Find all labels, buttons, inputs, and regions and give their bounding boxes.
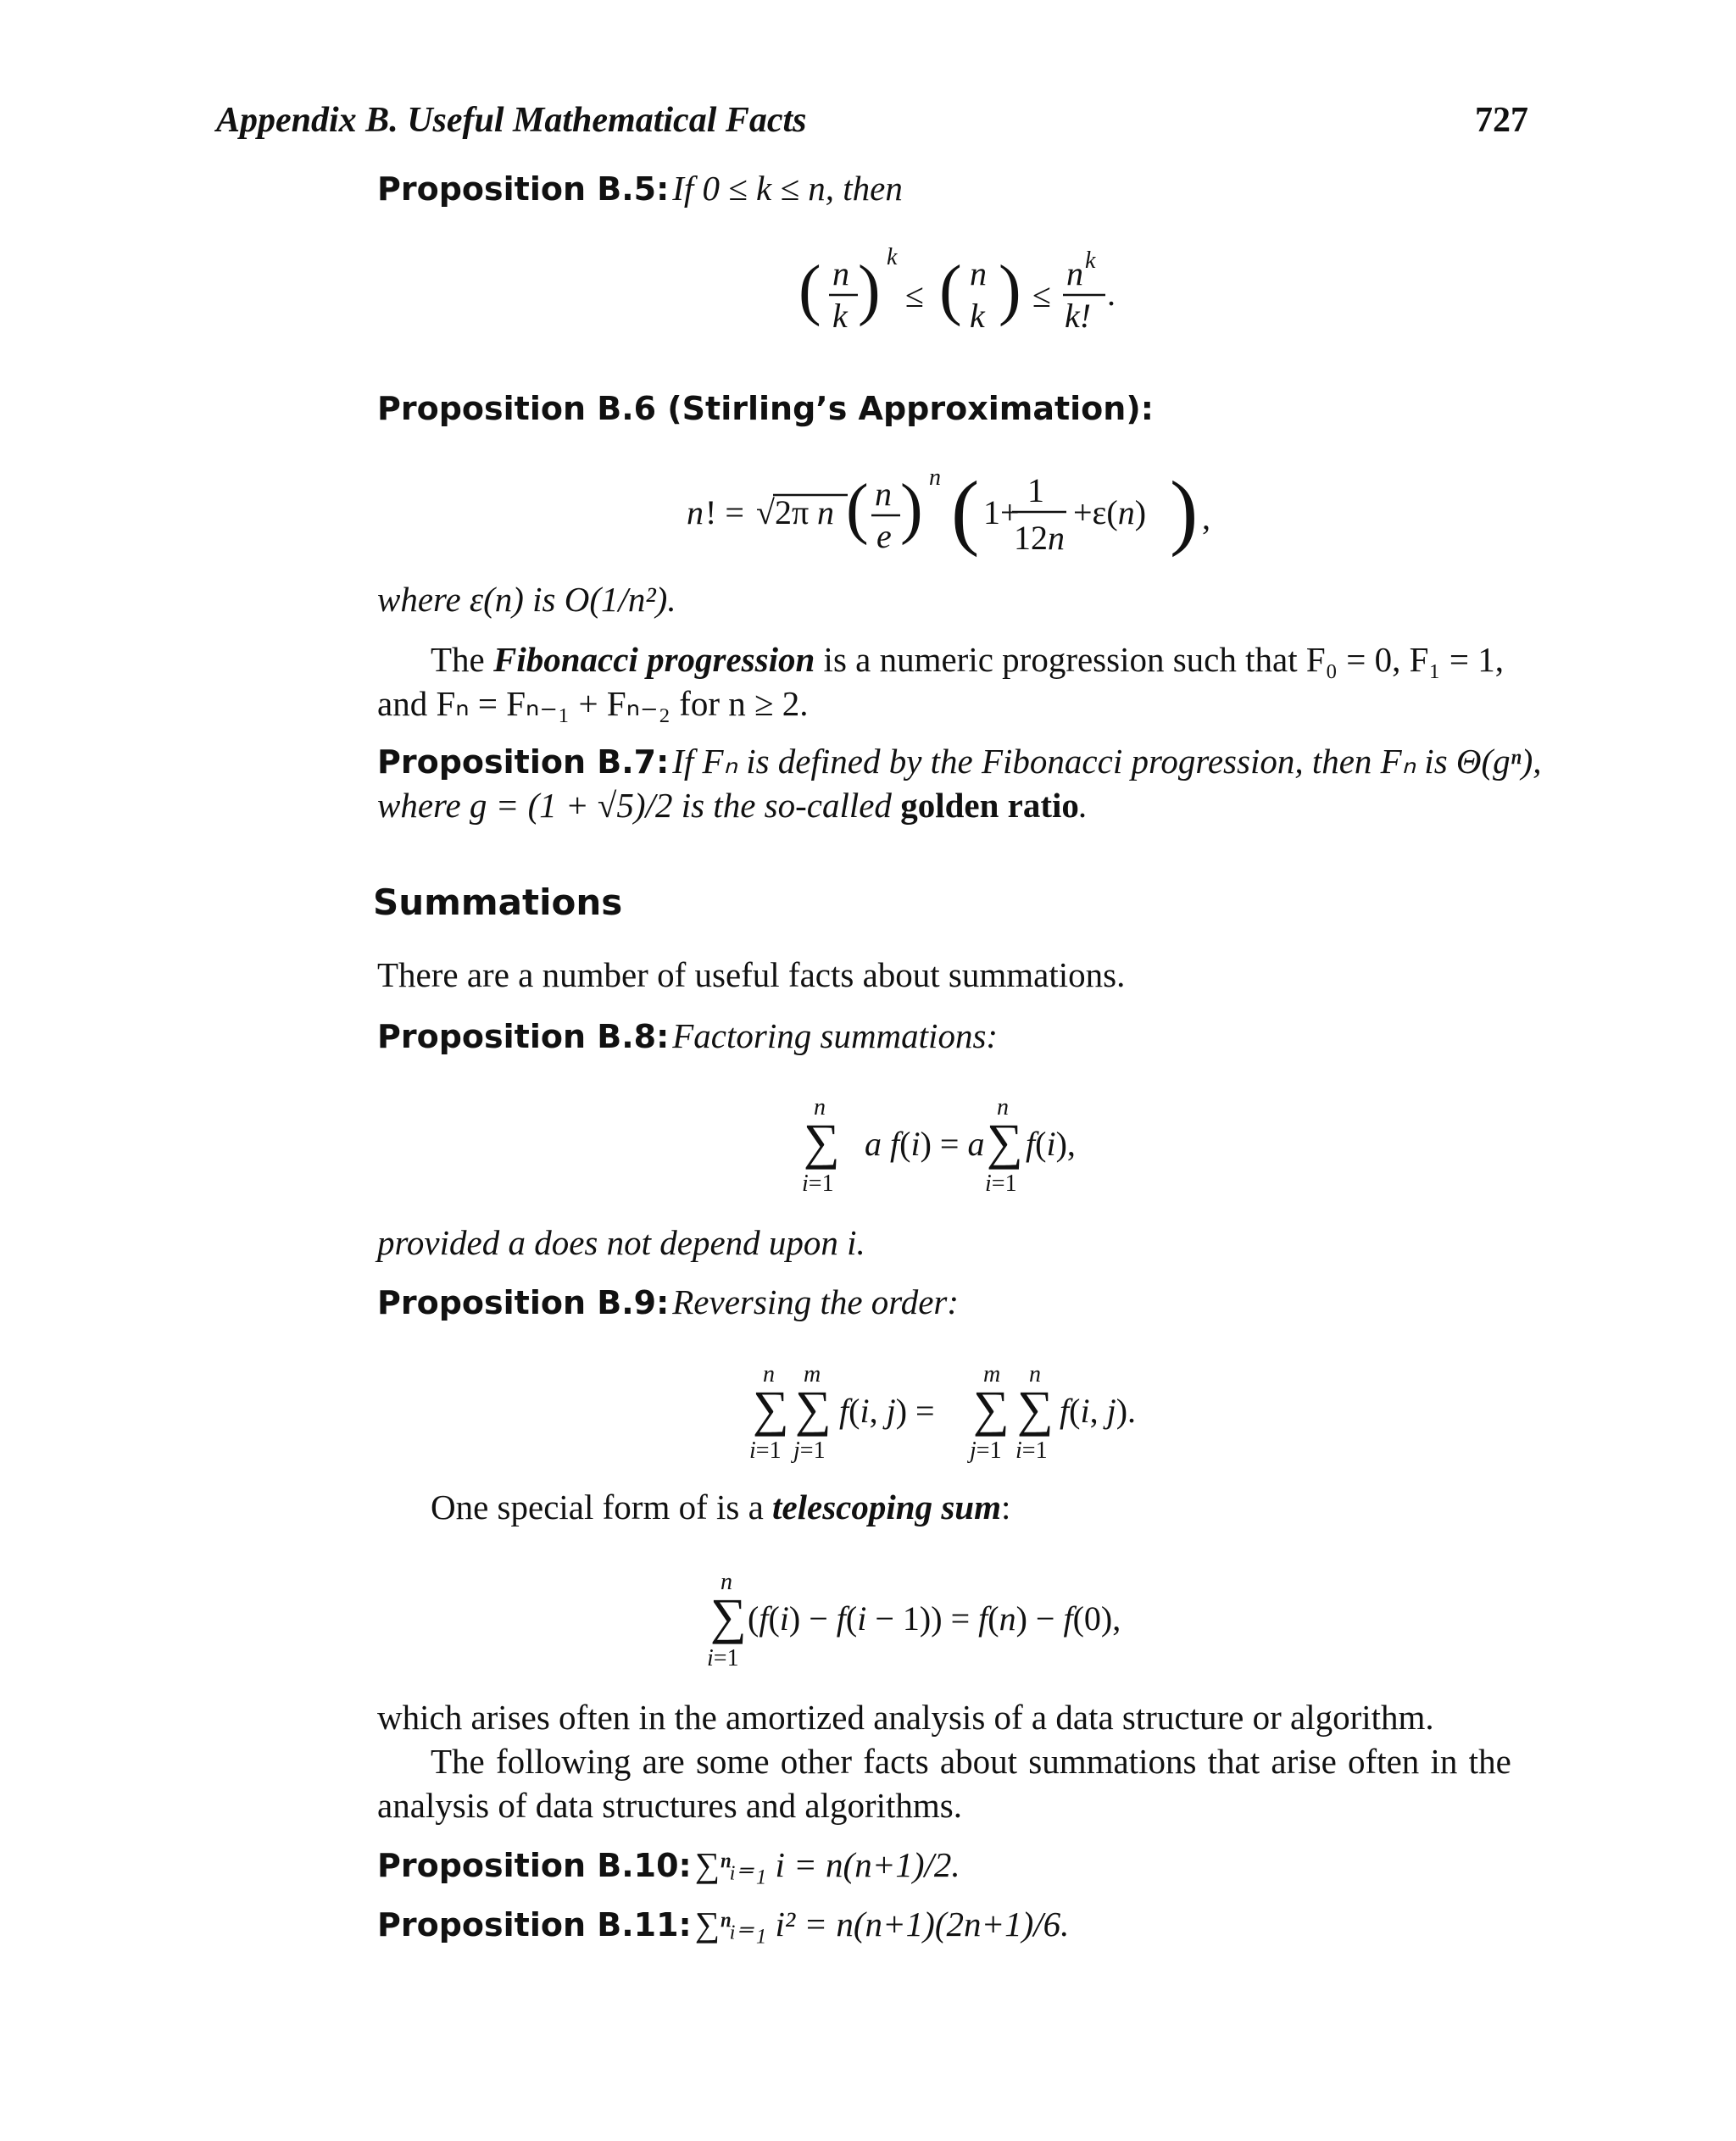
svg-text:∑: ∑ bbox=[710, 1588, 747, 1644]
svg-text:√: √ bbox=[756, 493, 775, 531]
fibonacci-term: Fibonacci progression bbox=[493, 640, 815, 679]
prop-b11-statement bbox=[377, 1904, 1069, 1944]
svg-text:i=1: i=1 bbox=[749, 1438, 782, 1464]
svg-text:1+: 1+ bbox=[983, 493, 1020, 531]
svg-text:n: n bbox=[814, 1094, 826, 1121]
fibonacci-definition-line1 bbox=[431, 639, 1504, 680]
svg-text:(: ( bbox=[846, 471, 869, 546]
summations-intro: There are a number of useful facts about summations. bbox=[377, 955, 1126, 994]
svg-text:): ) bbox=[999, 253, 1021, 327]
svg-text:n: n bbox=[1066, 254, 1083, 292]
running-header-title: Appendix B. Useful Mathematical Facts bbox=[216, 101, 807, 140]
golden-ratio-term: golden ratio bbox=[900, 786, 1079, 825]
svg-text:n: n bbox=[1029, 1361, 1041, 1387]
svg-text:f(i, j) =: f(i, j) = bbox=[839, 1392, 935, 1430]
prop-b11-label: Proposition B.11: bbox=[377, 1906, 692, 1944]
svg-text:e: e bbox=[876, 517, 892, 555]
svg-text:(: ( bbox=[951, 464, 980, 558]
svg-text:n: n bbox=[817, 493, 834, 531]
summations-heading: Summations bbox=[373, 881, 623, 923]
svg-text:! =: ! = bbox=[705, 493, 744, 531]
svg-text:m: m bbox=[804, 1361, 821, 1387]
svg-text:i=1: i=1 bbox=[802, 1171, 834, 1197]
telescoping-after: which arises often in the amortized analysis of a data structure or algorithm. bbox=[377, 1698, 1434, 1737]
prop-b6-label: Proposition B.6 (Stirling’s Approximation): bbox=[377, 390, 1154, 427]
stirling-error-note: where ε(n) is O(1/n²). bbox=[377, 580, 676, 619]
svg-text:i=1: i=1 bbox=[1015, 1438, 1048, 1464]
prop-b8-label: Proposition B.8: bbox=[377, 1018, 670, 1055]
svg-text:k!: k! bbox=[1065, 297, 1092, 335]
svg-text:∑: ∑ bbox=[987, 1114, 1023, 1170]
svg-text:m: m bbox=[983, 1361, 1001, 1387]
prop-b7-line1 bbox=[377, 741, 1542, 781]
telescoping-term: telescoping sum bbox=[772, 1488, 1001, 1527]
fibonacci-text-pre: The bbox=[431, 640, 493, 679]
svg-text:i=1: i=1 bbox=[985, 1171, 1017, 1197]
prop-b11-formula: ∑ⁿᵢ₌₁ i² = n(n+1)(2n+1)/6. bbox=[694, 1905, 1070, 1944]
prop-b7-label: Proposition B.7: bbox=[377, 743, 670, 781]
svg-text:k: k bbox=[887, 244, 898, 270]
svg-text:a f(i) = a: a f(i) = a bbox=[865, 1125, 985, 1163]
svg-text:n: n bbox=[687, 493, 704, 531]
svg-text:i=1: i=1 bbox=[707, 1645, 739, 1671]
svg-text:∑: ∑ bbox=[753, 1381, 789, 1437]
prop-b8-statement bbox=[377, 1015, 998, 1056]
svg-text:.: . bbox=[1107, 275, 1116, 313]
prop-b9-label: Proposition B.9: bbox=[377, 1284, 670, 1321]
svg-text:+ε(n): +ε(n) bbox=[1073, 493, 1147, 531]
telescoping-sum-equation bbox=[704, 1564, 1212, 1674]
svg-text:(f(i) − f(i − 1)) = f(n) − f(0: (f(i) − f(i − 1)) = f(n) − f(0), bbox=[748, 1599, 1121, 1638]
svg-text:2π: 2π bbox=[775, 493, 810, 531]
svg-text:1: 1 bbox=[1027, 471, 1044, 509]
svg-text:k: k bbox=[970, 297, 985, 335]
factoring-summation-equation bbox=[797, 1089, 1119, 1199]
telescoping-intro bbox=[431, 1487, 1010, 1527]
svg-text:(: ( bbox=[798, 253, 821, 327]
svg-text:k: k bbox=[832, 297, 848, 335]
prop-b10-formula: ∑ⁿᵢ₌₁ i = n(n+1)/2. bbox=[694, 1845, 960, 1884]
svg-text:(: ( bbox=[939, 253, 962, 327]
svg-text:n: n bbox=[997, 1094, 1009, 1121]
svg-text:,: , bbox=[1202, 498, 1210, 537]
prop-b5-label: Proposition B.5: bbox=[377, 170, 670, 208]
svg-text:≤: ≤ bbox=[1032, 276, 1051, 314]
prop-b7-line2-pre: where g = (1 + √5)/2 is the so-called bbox=[377, 786, 901, 825]
svg-text:∑: ∑ bbox=[1017, 1381, 1054, 1437]
prop-b8-condition: provided a does not depend upon i. bbox=[377, 1223, 865, 1262]
svg-text:): ) bbox=[900, 471, 923, 546]
svg-text:): ) bbox=[858, 253, 881, 327]
fibonacci-definition-line2: and Fₙ = Fₙ₋₁ + Fₙ₋₂ for n ≥ 2. bbox=[377, 684, 809, 723]
page-number: 727 bbox=[1475, 101, 1528, 140]
prop-b9-text: Reversing the order: bbox=[672, 1282, 960, 1321]
following-line2: analysis of data structures and algorithms. bbox=[377, 1786, 962, 1825]
svg-text:≤: ≤ bbox=[905, 276, 924, 314]
prop-b5-statement bbox=[377, 168, 903, 209]
prop-b7-text: If Fₙ is defined by the Fibonacci progression, then Fₙ is Θ(gⁿ), bbox=[672, 742, 1542, 781]
following-line1: The following are some other facts about summations that arise often in the bbox=[431, 1742, 1511, 1781]
prop-b7-line2 bbox=[377, 785, 1088, 826]
svg-text:): ) bbox=[1170, 464, 1199, 558]
svg-text:j=1: j=1 bbox=[793, 1438, 826, 1464]
svg-text:∑: ∑ bbox=[795, 1381, 832, 1437]
svg-text:n: n bbox=[875, 475, 892, 513]
svg-text:n: n bbox=[970, 254, 987, 292]
fibonacci-text-post: is a numeric progression such that F₀ = 0, F₁ = 1, bbox=[815, 640, 1505, 679]
reversing-order-equation bbox=[746, 1356, 1170, 1466]
svg-text:n: n bbox=[721, 1569, 732, 1595]
svg-text:n: n bbox=[929, 464, 941, 491]
svg-text:j=1: j=1 bbox=[970, 1438, 1002, 1464]
telescoping-text-post: : bbox=[1000, 1488, 1011, 1527]
svg-text:n: n bbox=[832, 254, 849, 292]
svg-text:∑: ∑ bbox=[804, 1114, 840, 1170]
prop-b10-label: Proposition B.10: bbox=[377, 1847, 692, 1884]
prop-b9-statement bbox=[377, 1282, 959, 1322]
prop-b7-line2-post: . bbox=[1078, 786, 1088, 825]
prop-b5-text: If 0 ≤ k ≤ n, then bbox=[672, 169, 903, 208]
svg-text:∑: ∑ bbox=[973, 1381, 1010, 1437]
prop-b10-statement bbox=[377, 1844, 960, 1885]
binomial-bound-equation bbox=[797, 237, 1119, 348]
svg-text:f(i, j).: f(i, j). bbox=[1060, 1392, 1137, 1430]
svg-text:12n: 12n bbox=[1014, 519, 1065, 557]
svg-text:n: n bbox=[763, 1361, 775, 1387]
svg-text:f(i),: f(i), bbox=[1026, 1125, 1076, 1163]
telescoping-text-pre: One special form of is a bbox=[431, 1488, 773, 1527]
svg-text:k: k bbox=[1085, 247, 1096, 274]
stirling-equation bbox=[678, 458, 1221, 572]
prop-b8-text: Factoring summations: bbox=[672, 1016, 999, 1055]
